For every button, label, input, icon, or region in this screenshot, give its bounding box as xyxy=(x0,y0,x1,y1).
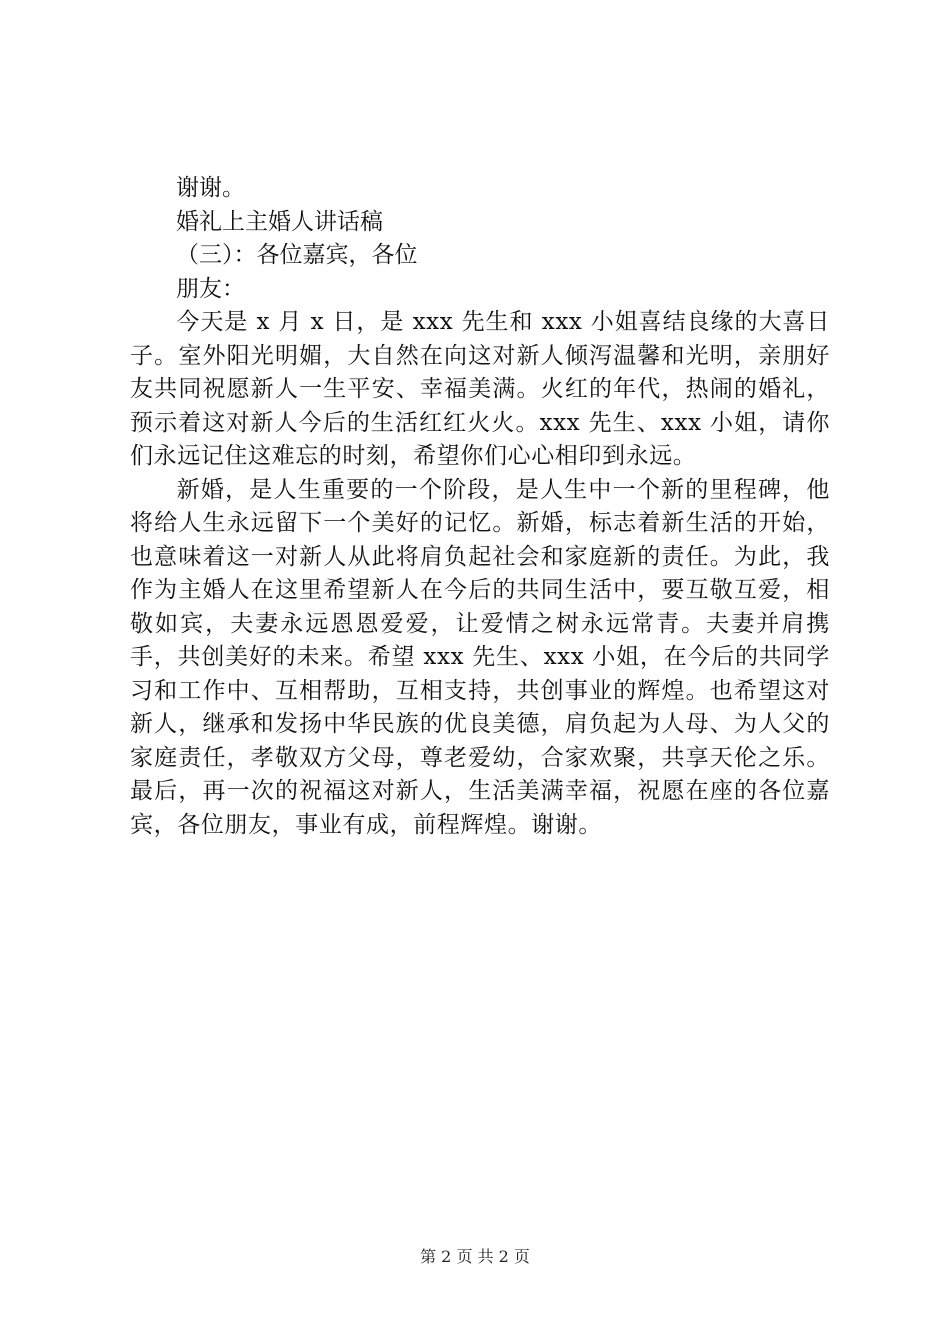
text-line-thanks: 谢谢。 xyxy=(176,175,245,201)
document-title: 婚礼上主婚人讲话稿 xyxy=(176,208,383,235)
paragraph-2-text: 新婚，是人生重要的一个阶段，是人生中一个新的里程碑，他将给人生永远留下一个美好的记忆。新婚，标志着新生活的开始，也意味着这一对新人从此将肩负起社会和家庭新的责任。为此，我作为主婚人在这里希望新人在今后的共同生活中，要互敬互爱，相敬如宾，夫妻永远恩恩爱爱，让爱情之树永远常青。夫妻并肩携手，共创美好的未来。希望 xxx 先生、xxx 小姐，在今后的共同学习和工作中、互相帮助，互相支持，共创事业的辉煌。也希望这对新人，继承和发扬中华民族的优良美德，肩负起为人母、为人父的家庭责任，孝敬双方父母，尊老爱幼，合家欢聚，共享天伦之乐。最后，再一次的祝福这对新人，生活美满幸福，祝愿在座的各位嘉宾，各位朋友，事业有成，前程辉煌。谢谢。 xyxy=(130,476,830,838)
document-body xyxy=(130,172,830,842)
page-number: 第 2 页 共 2 页 xyxy=(420,1247,530,1266)
paragraph-2 xyxy=(130,474,830,843)
paragraph-1 xyxy=(130,306,830,474)
text-line-greeting: （三）：各位嘉宾，各位 xyxy=(176,242,418,268)
page-footer xyxy=(0,1244,950,1267)
text-line-friends: 朋友： xyxy=(176,275,245,302)
paragraph-1-text: 今天是 x 月 x 日，是 xxx 先生和 xxx 小姐喜结良缘的大喜日子。室外阳光明媚，大自然在向这对新人倾泻温馨和光明，亲朋好友共同祝愿新人一生平安、幸福美满。火红的年代，热闹的婚礼，预示着这对新人今后的生活红红火火。xxx 先生、xxx 小姐，请你们永远记住这难忘的时刻，希望你们心心相印到永远。 xyxy=(130,309,830,469)
